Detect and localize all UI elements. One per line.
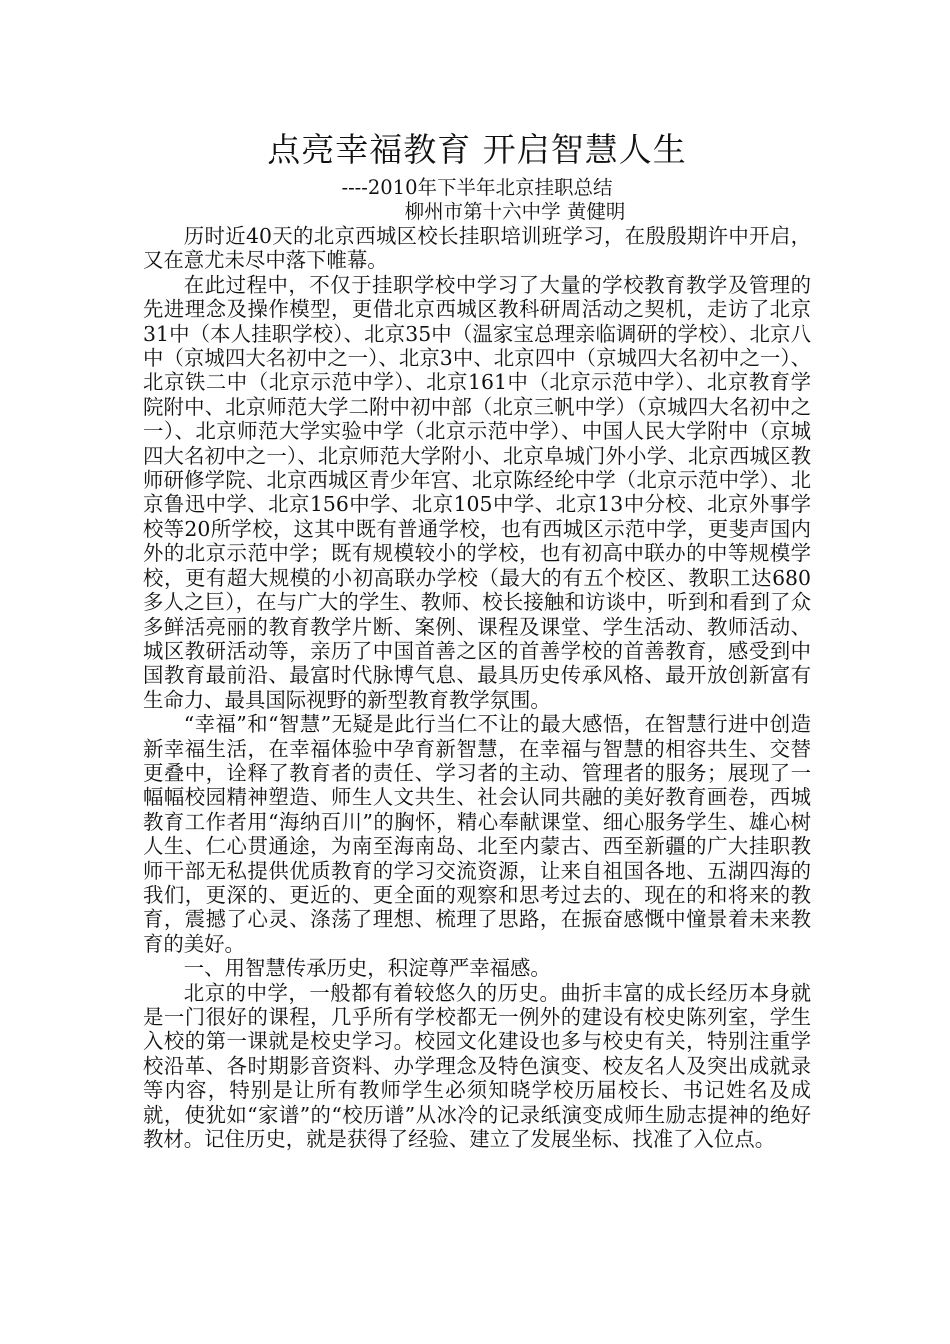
paragraph-schools-visited: 在此过程中，不仅于挂职学校中学习了大量的学校教育教学及管理的先进理念及操作模型，更借北京西城区教科研周活动之契机，走访了北京31中（本人挂职学校）、北京35中（温家宝总理亲临调研的学校）、北京八中（京城四大名初中之一）、北京3中、北京四中（京城四大名初中之一）、北京铁二中（北京示范中学）、北京161中（北京示范中学）、北京教育学院附中、北京师范大学二附中初中部（北京三帆中学）（京城四大名初中之一）、北京师范大学实验中学（北京示范中学）、中国人民大学附中（京城四大名初中之一）、北京师范大学附小、北京阜城门外小学、北京西城区教师研修学院、北京西城区青少年宫、北京陈经纶中学（北京示范中学）、北京鲁迅中学、北京156中学、北京105中学、北京13中分校、北京外事学校等20所学校，这其中既有普通学校，也有西城区示范中学，更斐声国内外的北京示范中学；既有规模较小的学校，也有初高中联办的中等规模学校，更有超大规模的小初高联办学校（最大的有五个校区、教职工达680多人之巨），在与广大的学生、教师、校长接触和访谈中，听到和看到了众多鲜活亮丽的教育教学片断、案例、课程及课堂、学生活动、教师活动、城区教研活动等，亲历了中国首善之区的首善学校的首善教育，感受到中国教育最前沿、最富时代脉博气息、最具历史传承风格、最开放创新富有生命力、最具国际视野的新型教育教学氛围。 xyxy=(143,272,811,712)
section-heading-one: 一、用智慧传承历史，积淀尊严幸福感。 xyxy=(183,956,551,981)
document-body xyxy=(143,224,811,1151)
document-subtitle: ----2010年下半年北京挂职总结 xyxy=(341,176,613,199)
author-line: 柳州市第十六中学 黄健明 xyxy=(404,200,626,223)
paragraph-intro: 历时近40天的北京西城区校长挂职培训班学习，在殷殷期许中开启，又在意尤未尽中落下帷幕。 xyxy=(143,224,811,273)
paragraph-school-history: 北京的中学，一般都有着较悠久的历史。曲折丰富的成长经历本身就是一门很好的课程，几乎所有学校都无一例外的建设有校史陈列室，学生入校的第一课就是校史学习。校园文化建设也多与校史有关，特别注重学校沿革、各时期影音资料、办学理念及特色演变、校友名人及突出成就录等内容，特别是让所有教师学生必须知晓学校历届校长、书记姓名及成就，使犹如“家谱”的“校历谱”从冰冷的记录纸演变成师生励志提神的绝好教材。记住历史，就是获得了经验、建立了发展坐标、找准了入位点。 xyxy=(143,980,811,1152)
document-content xyxy=(143,128,811,1151)
paragraph-happiness-wisdom: “幸福”和“智慧”无疑是此行当仁不让的最大感悟，在智慧行进中创造新幸福生活，在幸福体验中孕育新智慧，在幸福与智慧的相容共生、交替更叠中，诠释了教育者的责任、学习者的主动、管理者的服务；展现了一幅幅校园精神塑造、师生人文共生、社会认同共融的美好教育画卷，西城教育工作者用“海纳百川”的胸怀，精心奉献课堂、细心服务学生、雄心树人生、仁心贯通途，为南至海南岛、北至内蒙古、西至新疆的广大挂职教师干部无私提供优质教育的学习交流资源，让来自祖国各地、五湖四海的我们，更深的、更近的、更全面的观察和思考过去的、现在的和将来的教育，震撼了心灵、涤荡了理想、梳理了思路，在振奋感慨中憧景着未来教育的美好。 xyxy=(143,712,811,956)
document-title: 点亮幸福教育 开启智慧人生 xyxy=(267,130,687,169)
